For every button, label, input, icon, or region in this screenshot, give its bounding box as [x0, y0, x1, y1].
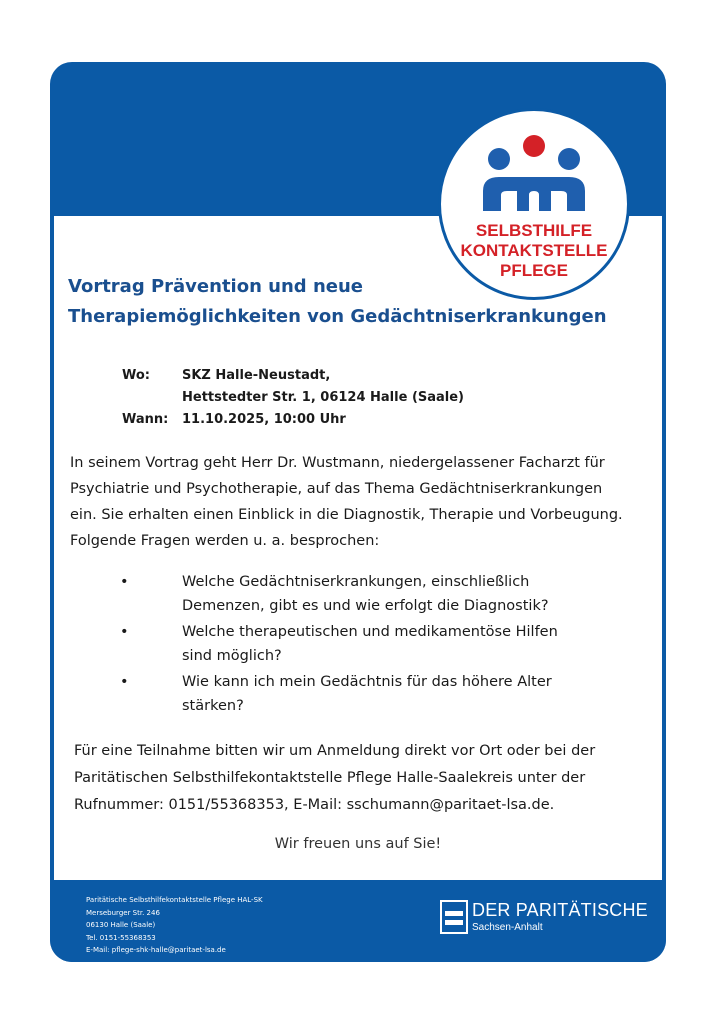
registration-line: Für eine Teilnahme bitten wir um Anmeldung direkt vor Ort oder bei der	[74, 743, 596, 759]
badge-line: KONTAKTSTELLE	[460, 241, 608, 260]
paritaetische-mark-icon	[440, 900, 468, 934]
title-line: Vortrag Prävention und neue	[68, 276, 363, 297]
question-list	[120, 570, 600, 720]
brand-sub: Sachsen-Anhalt	[472, 922, 543, 933]
brand-name: DER PARITÄTISCHE	[472, 900, 648, 920]
where-label: Wo:	[122, 367, 151, 383]
badge-line: SELBSTHILFE	[475, 221, 593, 240]
bullet-icon: •	[120, 624, 129, 640]
where-row-2	[122, 386, 464, 408]
registration-paragraph	[74, 738, 664, 819]
event-info	[122, 364, 464, 430]
list-item	[120, 670, 600, 718]
bullet-icon: •	[120, 574, 129, 590]
question-line: Welche therapeutischen und medikamentöse Hilfen	[182, 624, 558, 640]
footer-contact	[86, 894, 263, 957]
selbsthilfe-badge	[438, 108, 630, 300]
badge-line: PFLEGE	[499, 261, 568, 280]
footer-line: Paritätische Selbsthilfekontaktstelle Pflege HAL-SK	[86, 896, 263, 904]
question-line: Welche Gedächtniserkrankungen, einschließlich	[182, 574, 530, 590]
where-value: SKZ Halle-Neustadt,	[182, 367, 331, 383]
intro-line: Folgende Fragen werden u. a. besprochen:	[70, 533, 380, 549]
where-row	[122, 364, 464, 386]
where-address: Hettstedter Str. 1, 06124 Halle (Saale)	[182, 389, 465, 405]
intro-line: In seinem Vortrag geht Herr Dr. Wustmann, niedergelassener Facharzt für	[70, 455, 605, 471]
footer	[50, 880, 666, 962]
footer-line: 06130 Halle (Saale)	[86, 921, 156, 929]
people-icon	[479, 133, 589, 213]
closing-text: Wir freuen uns auf Sie!	[274, 836, 442, 852]
registration-line: Paritätischen Selbsthilfekontaktstelle Pflege Halle-Saalekreis unter der	[74, 770, 586, 786]
paritaetische-logo	[440, 900, 648, 934]
bullet-icon: •	[120, 674, 129, 690]
question-line: Demenzen, gibt es und wie erfolgt die Diagnostik?	[182, 598, 549, 614]
list-item	[120, 570, 600, 618]
question-line: sind möglich?	[182, 648, 282, 664]
list-item	[120, 620, 600, 668]
intro-line: Psychiatrie und Psychotherapie, auf das Thema Gedächtniserkrankungen	[70, 481, 603, 497]
intro-paragraph	[70, 450, 670, 554]
footer-line: Merseburger Str. 246	[86, 908, 160, 917]
when-value: 11.10.2025, 10:00 Uhr	[182, 411, 346, 427]
footer-line: E-Mail: pflege-shk-halle@paritaet-lsa.de	[86, 946, 226, 954]
question-line: stärken?	[182, 698, 244, 714]
when-row	[122, 408, 464, 430]
badge-text	[441, 221, 627, 281]
registration-line: Rufnummer: 0151/55368353, E-Mail: sschumann@paritaet-lsa.de.	[74, 797, 555, 813]
intro-line: ein. Sie erhalten einen Einblick in die Diagnostik, Therapie und Vorbeugung.	[70, 507, 623, 523]
when-label: Wann:	[122, 411, 169, 427]
footer-line: Tel. 0151-55368353	[86, 933, 156, 942]
question-line: Wie kann ich mein Gedächtnis für das höhere Alter	[182, 674, 552, 690]
title-line: Therapiemöglichkeiten von Gedächtniserkrankungen	[68, 306, 607, 327]
